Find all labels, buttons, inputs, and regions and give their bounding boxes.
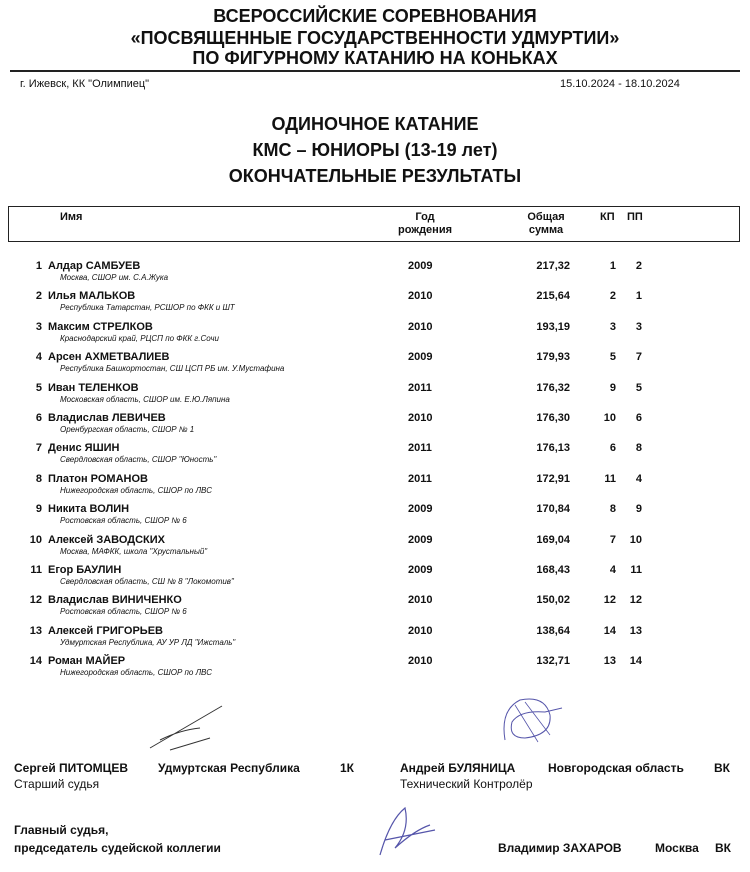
row-sp: 13 — [603, 655, 616, 668]
row-fs: 12 — [629, 594, 642, 607]
senior-judge-region: Удмуртская Республика — [158, 761, 300, 775]
row-sp: 8 — [609, 503, 616, 516]
venue: г. Ижевск, КК "Олимпиец" — [20, 78, 150, 90]
row-place: 4 — [35, 351, 42, 364]
row-fs: 8 — [635, 442, 642, 455]
row-place: 11 — [30, 564, 42, 576]
row-year: 2009 — [408, 351, 433, 364]
row-year: 2010 — [408, 624, 433, 637]
row-fs: 9 — [635, 503, 642, 516]
chief-judge-role-line1: Главный судья, — [14, 823, 109, 837]
row-club: Нижегородская область, СШОР по ЛВС — [60, 668, 212, 678]
col-fs-header: ПП — [627, 211, 643, 223]
row-fs: 11 — [630, 564, 642, 576]
row-club: Ростовская область, СШОР № 6 — [60, 607, 187, 617]
chief-judge-signature — [370, 800, 440, 860]
dates: 15.10.2024 - 18.10.2024 — [560, 78, 680, 90]
row-total: 176,30 — [536, 412, 570, 424]
row-club: Москва, МАФКК, школа "Хрустальный" — [60, 546, 208, 556]
row-total: 179,93 — [536, 351, 570, 364]
row-name: Денис ЯШИН — [48, 442, 120, 455]
table-row — [0, 412, 750, 442]
chief-judge-region: Москва — [655, 841, 699, 855]
title-line-3: ПО ФИГУРНОМУ КАТАНИЮ НА КОНЬКАХ — [192, 48, 558, 68]
row-name: Илья МАЛЬКОВ — [48, 290, 136, 303]
row-sp: 5 — [609, 351, 616, 364]
row-year: 2010 — [408, 655, 433, 668]
row-club: Республика Татарстан, РСШОР по ФКК и ШТ — [60, 303, 235, 313]
row-name: Владислав ЛЕВИЧЕВ — [48, 412, 166, 424]
header-divider — [10, 70, 740, 72]
row-sp: 1 — [609, 260, 616, 272]
row-place: 2 — [35, 290, 42, 303]
row-total: 176,32 — [536, 381, 570, 394]
table-row — [0, 503, 750, 533]
row-sp: 11 — [604, 472, 616, 485]
row-name: Владислав ВИНИЧЕНКО — [48, 594, 182, 607]
row-year: 2011 — [408, 381, 432, 394]
row-fs: 6 — [635, 412, 642, 424]
row-sp: 4 — [609, 564, 616, 576]
tech-controller-role: Технический Контролёр — [400, 777, 533, 791]
row-sp: 14 — [603, 624, 616, 637]
tech-controller-region: Новгородская область — [548, 761, 684, 775]
senior-judge-name: Сергей ПИТОМЦЕВ — [14, 761, 129, 775]
table-row — [0, 655, 750, 685]
table-row — [0, 564, 750, 594]
row-place: 8 — [35, 472, 42, 485]
col-name-header: Имя — [60, 211, 83, 223]
col-sp-header: КП — [600, 211, 615, 223]
row-club: Московская область, СШОР им. Е.Ю.Ляпина — [60, 394, 230, 404]
row-sp: 12 — [603, 594, 616, 607]
row-fs: 13 — [629, 624, 642, 637]
row-total: 193,19 — [536, 320, 570, 333]
row-place: 12 — [29, 594, 42, 607]
row-year: 2011 — [408, 442, 432, 455]
chief-judge-role-line2: председатель судейской коллегии — [14, 841, 221, 855]
row-place: 13 — [29, 624, 42, 637]
row-year: 2010 — [408, 412, 433, 424]
row-club: Свердловская область, СШОР "Юность" — [60, 455, 217, 465]
event-category: КМС – ЮНИОРЫ (13-19 лет) — [252, 140, 498, 160]
row-sp: 10 — [603, 412, 616, 424]
table-row — [0, 382, 750, 412]
tech-controller-signature — [490, 690, 570, 750]
row-name: Максим СТРЕЛКОВ — [48, 320, 153, 333]
row-fs: 3 — [635, 320, 642, 333]
row-club: Свердловская область, СШ № 8 "Локомотив" — [60, 577, 234, 586]
row-place: 6 — [35, 412, 42, 424]
row-place: 14 — [29, 655, 42, 668]
row-total: 168,43 — [536, 564, 570, 576]
row-total: 217,32 — [536, 260, 570, 272]
row-place: 5 — [35, 381, 42, 394]
col-total-header-line2: сумма — [528, 224, 564, 236]
table-row — [0, 321, 750, 351]
row-fs: 4 — [635, 472, 642, 485]
row-name: Алдар САМБУЕВ — [48, 260, 141, 272]
chief-judge-name: Владимир ЗАХАРОВ — [498, 841, 622, 855]
row-year: 2009 — [408, 533, 433, 546]
row-place: 10 — [29, 533, 42, 546]
row-sp: 3 — [609, 320, 616, 333]
row-fs: 1 — [635, 290, 642, 303]
row-sp: 2 — [609, 290, 616, 303]
table-row — [0, 534, 750, 564]
table-row — [0, 594, 750, 624]
row-club: Удмуртская Республика, АУ УР ЛД "Ижсталь" — [60, 637, 236, 647]
row-year: 2010 — [408, 290, 433, 303]
row-total: 150,02 — [536, 594, 570, 607]
row-total: 138,64 — [536, 624, 570, 637]
table-row — [0, 351, 750, 381]
row-year: 2010 — [408, 594, 433, 607]
row-name: Арсен АХМЕТВАЛИЕВ — [48, 351, 170, 364]
row-name: Алексей ЗАВОДСКИХ — [48, 533, 165, 546]
row-fs: 2 — [635, 260, 642, 272]
row-name: Егор БАУЛИН — [48, 564, 122, 576]
row-name: Иван ТЕЛЕНКОВ — [48, 381, 139, 394]
row-place: 7 — [35, 442, 42, 455]
row-place: 9 — [35, 503, 42, 516]
row-fs: 7 — [635, 351, 642, 364]
row-place: 3 — [35, 320, 42, 333]
chief-judge-category: ВК — [715, 841, 731, 855]
tech-controller-category: ВК — [714, 761, 730, 775]
row-club: Оренбургская область, СШОР № 1 — [60, 425, 195, 434]
row-sp: 9 — [609, 381, 616, 394]
col-total-header-line1: Общая — [527, 211, 565, 223]
row-fs: 14 — [629, 655, 642, 668]
row-total: 176,13 — [536, 442, 570, 455]
row-year: 2009 — [408, 260, 433, 272]
title-line-2: «ПОСВЯЩЕННЫЕ ГОСУДАРСТВЕННОСТИ УДМУРТИИ» — [130, 28, 620, 48]
row-name: Алексей ГРИГОРЬЕВ — [48, 624, 163, 637]
row-year: 2011 — [408, 472, 432, 485]
row-club: Нижегородская область, СШОР по ЛВС — [60, 485, 212, 495]
col-year-header-line1: Год — [415, 211, 435, 223]
tech-controller-name: Андрей БУЛЯНИЦА — [400, 761, 516, 775]
row-club: Краснодарский край, РЦСП по ФКК г.Сочи — [60, 333, 219, 343]
row-fs: 5 — [635, 381, 642, 394]
title-line-1: ВСЕРОССИЙСКИЕ СОРЕВНОВАНИЯ — [213, 6, 537, 26]
row-sp: 7 — [609, 533, 616, 546]
event-results-title: ОКОНЧАТЕЛЬНЫЕ РЕЗУЛЬТАТЫ — [228, 166, 522, 186]
row-name: Никита ВОЛИН — [48, 503, 130, 516]
senior-judge-category: 1К — [340, 761, 354, 775]
row-club: Республика Башкортостан, СШ ЦСП РБ им. У.Мустафина — [60, 364, 285, 374]
row-total: 172,91 — [536, 472, 570, 485]
row-club: Москва, СШОР им. С.А.Жука — [60, 273, 169, 282]
table-row — [0, 625, 750, 655]
row-total: 215,64 — [536, 290, 570, 303]
senior-judge-signature — [140, 700, 230, 755]
table-row — [0, 473, 750, 503]
col-year-header — [393, 211, 457, 237]
col-year-header-line2: рождения — [397, 224, 453, 236]
row-club: Ростовская область, СШОР № 6 — [60, 516, 187, 526]
row-total: 132,71 — [536, 655, 570, 668]
table-row — [0, 260, 750, 290]
row-fs: 10 — [629, 533, 642, 546]
table-row — [0, 442, 750, 472]
row-total: 169,04 — [536, 533, 570, 546]
row-name: Роман МАЙЕР — [48, 655, 126, 668]
row-sp: 6 — [609, 442, 616, 455]
row-year: 2010 — [408, 320, 433, 333]
senior-judge-role: Старший судья — [14, 777, 100, 791]
row-total: 170,84 — [536, 503, 570, 516]
row-year: 2009 — [408, 503, 433, 516]
row-place: 1 — [35, 260, 42, 272]
event-discipline: ОДИНОЧНОЕ КАТАНИЕ — [271, 114, 479, 134]
col-total-header — [518, 211, 574, 237]
table-row — [0, 290, 750, 320]
row-year: 2009 — [408, 564, 433, 576]
row-name: Платон РОМАНОВ — [48, 472, 148, 485]
